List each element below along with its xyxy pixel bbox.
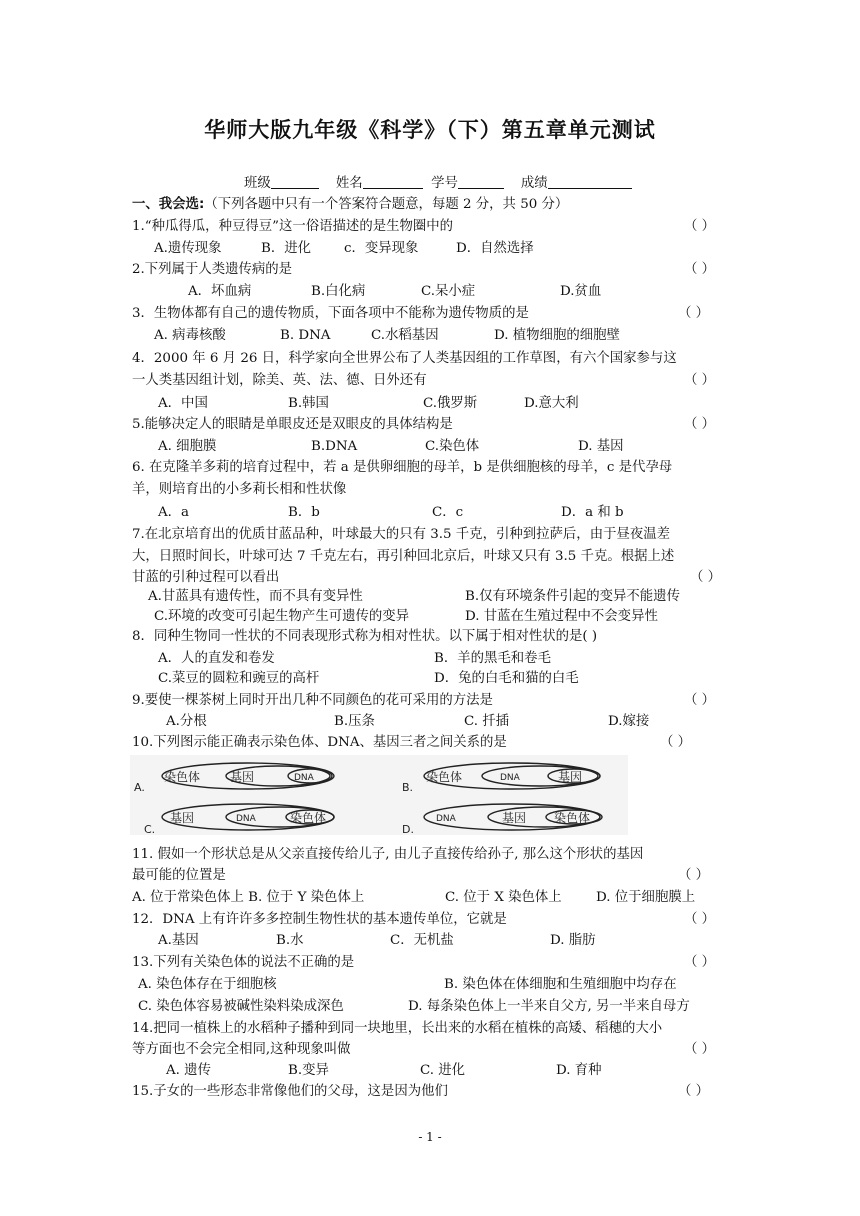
q11-stem-line1: 11. 假如一个形状总是从父亲直接传给儿子, 由儿子直接传给孙子, 那么这个形状的基因 bbox=[132, 847, 644, 862]
diagram-b-label-chromosome: 染色体 bbox=[426, 770, 463, 784]
q11-stem-line2: 最可能的位置是 bbox=[132, 868, 226, 883]
q4-answer-paren[interactable]: （ ） bbox=[684, 373, 716, 388]
q6-stem-line1: 6. 在克隆羊多莉的培育过程中，若 a 是供卵细胞的母羊，b 是供细胞核的母羊，c 是代孕母 bbox=[132, 460, 673, 475]
diagram-a-letter: A. bbox=[134, 781, 145, 794]
relationship-diagrams bbox=[130, 755, 628, 835]
diagram-c-label-gene: 基因 bbox=[170, 811, 195, 825]
q3-stem: 3．生物体都有自己的遗传物质，下面各项中不能称为遗传物质的是 bbox=[132, 306, 529, 321]
q1-answer-paren[interactable]: （ ） bbox=[684, 219, 716, 234]
q13-answer-paren[interactable]: （ ） bbox=[684, 955, 716, 970]
id-label: 学号 bbox=[431, 176, 458, 191]
q5-option-b: B.DNA bbox=[311, 439, 358, 454]
diagram-b-label-gene: 基因 bbox=[558, 770, 583, 784]
q2-option-b: B.白化病 bbox=[311, 284, 366, 299]
exam-title: 华师大版九年级《科学》（下）第五章单元测试 bbox=[204, 118, 656, 142]
section-title: 一、我会选: bbox=[132, 197, 205, 212]
diagram-d-label-chromosome: 染色体 bbox=[554, 811, 591, 825]
q13-stem: 13.下列有关染色体的说法不正确的是 bbox=[132, 955, 355, 970]
q6-stem-line2: 羊，则培育出的小多莉长相和性状像 bbox=[132, 482, 347, 497]
q5-stem: 5.能够决定人的眼睛是单眼皮还是双眼皮的具体结构是 bbox=[132, 417, 453, 432]
q7-stem-line2: 大，日照时间长，叶球可达 7 千克左右，再引种回北京后，叶球又只有 3.5 千克。根据上述 bbox=[132, 549, 675, 564]
section-instruction: （下列各题中只有一个答案符合题意，每题 2 分，共 50 分） bbox=[204, 197, 569, 212]
diagram-b-label-dna: DNA bbox=[500, 773, 520, 783]
q6-option-d: D．a 和 b bbox=[561, 505, 624, 520]
q8-option-a: A．人的直发和卷发 bbox=[158, 651, 275, 666]
diagram-a-label-gene: 基因 bbox=[230, 770, 255, 784]
q12-option-d: D. 脂肪 bbox=[550, 933, 596, 948]
q4-stem-line1: 4．2000 年 6 月 26 日，科学家向全世界公布了人类基因组的工作草图，有六个国家参与这 bbox=[132, 351, 677, 366]
q1-stem: 1.“种瓜得瓜，种豆得豆”这一俗语描述的是生物圈中的 bbox=[132, 219, 454, 234]
q14-stem-line2: 等方面也不会完全相同,这种现象叫做 bbox=[132, 1042, 351, 1057]
q12-option-b: B.水 bbox=[276, 933, 304, 948]
q9-option-b: B.压条 bbox=[334, 714, 375, 729]
q1-option-d: D．自然选择 bbox=[456, 241, 534, 256]
q7-option-b: B.仅有环境条件引起的变异不能遗传 bbox=[465, 589, 680, 604]
name-blank[interactable] bbox=[363, 174, 423, 189]
q6-option-a: A．a bbox=[158, 505, 190, 520]
score-blank[interactable] bbox=[548, 174, 632, 189]
q13-option-b: B. 染色体在体细胞和生殖细胞中均存在 bbox=[444, 977, 677, 992]
q13-option-a: A. 染色体存在于细胞核 bbox=[138, 977, 277, 992]
q11-option-ab: A. 位于常染色体上 B. 位于 Y 染色体上 bbox=[132, 890, 365, 905]
q4-option-c: C.俄罗斯 bbox=[423, 396, 478, 411]
q12-stem: 12．DNA 上有许许多多控制生物性状的基本遗传单位，它就是 bbox=[132, 912, 507, 927]
q14-option-c: C. 进化 bbox=[420, 1063, 466, 1078]
q3-option-d: D. 植物细胞的细胞壁 bbox=[494, 328, 620, 343]
q3-answer-paren[interactable]: （ ） bbox=[678, 306, 710, 321]
diagram-c-letter: C. bbox=[144, 823, 156, 835]
q7-stem-line3: 甘蓝的引种过程可以看出 bbox=[132, 570, 280, 585]
q13-option-c: C. 染色体容易被碱性染料染成深色 bbox=[138, 999, 344, 1014]
q14-option-a: A. 遗传 bbox=[166, 1063, 211, 1078]
score-label: 成绩 bbox=[520, 176, 548, 191]
q7-option-a: A.甘蓝具有遗传性，而不具有变异性 bbox=[148, 589, 363, 604]
q5-option-a: A. 细胞膜 bbox=[158, 439, 217, 454]
q8-option-c: C.菜豆的圆粒和豌豆的高杆 bbox=[158, 671, 320, 686]
q2-answer-paren[interactable]: （ ） bbox=[684, 262, 716, 277]
q11-answer-paren[interactable]: （ ） bbox=[678, 868, 710, 883]
q4-option-b: B.韩国 bbox=[288, 396, 329, 411]
q9-option-d: D.嫁接 bbox=[608, 714, 650, 729]
diagram-a-label-chromosome: 染色体 bbox=[164, 770, 201, 784]
q11-option-d: D. 位于细胞膜上 bbox=[596, 890, 696, 905]
diagram-a-label-dna: DNA bbox=[294, 773, 314, 783]
q1-option-a: A.遗传现象 bbox=[154, 241, 222, 256]
q14-stem-line1: 14.把同一植株上的水稻种子播种到同一块地里，长出来的水稻在植株的高矮、稻穗的大小 bbox=[132, 1021, 663, 1036]
q7-stem-line1: 7.在北京培育出的优质甘蓝品种，叶球最大的只有 3.5 千克，引种到拉萨后，由于昼夜温差 bbox=[132, 527, 671, 542]
q14-answer-paren[interactable]: （ ） bbox=[684, 1042, 716, 1057]
student-info-line bbox=[244, 174, 632, 193]
q15-stem: 15.子女的一些形态非常像他们的父母，这是因为他们 bbox=[132, 1084, 448, 1099]
q3-option-c: C.水稻基因 bbox=[371, 328, 439, 343]
q4-stem-line2: 一人类基因组计划，除美、英、法、德、日外还有 bbox=[132, 373, 427, 388]
q2-option-d: D.贫血 bbox=[560, 284, 602, 299]
q7-option-d: D. 甘蓝在生殖过程中不会变异性 bbox=[465, 609, 658, 624]
q13-option-d: D. 每条染色体上一半来自父方, 另一半来自母方 bbox=[408, 999, 690, 1014]
q9-answer-paren[interactable]: （ ） bbox=[684, 693, 716, 708]
q4-option-a: A．中国 bbox=[158, 396, 208, 411]
section-heading bbox=[132, 196, 568, 214]
q1-option-c: c．变异现象 bbox=[344, 241, 419, 256]
q12-answer-paren[interactable]: （ ） bbox=[684, 912, 716, 927]
diagram-c-label-chromosome: 染色体 bbox=[290, 811, 327, 825]
diagram-d-label-gene: 基因 bbox=[502, 811, 527, 825]
q2-option-c: C.呆小症 bbox=[421, 284, 476, 299]
class-blank[interactable] bbox=[271, 174, 319, 189]
q3-option-b: B. DNA bbox=[280, 328, 331, 343]
q9-option-c: C. 扦插 bbox=[464, 714, 510, 729]
q2-option-a: A．坏血病 bbox=[188, 284, 252, 299]
q3-option-a: A. 病毒核酸 bbox=[154, 328, 226, 343]
q14-option-d: D. 育种 bbox=[556, 1063, 602, 1078]
q8-option-d: D．兔的白毛和猫的白毛 bbox=[434, 671, 579, 686]
diagram-d-letter: D. bbox=[402, 823, 414, 835]
q4-option-d: D.意大利 bbox=[524, 396, 579, 411]
q9-option-a: A.分根 bbox=[166, 714, 207, 729]
q8-option-b: B．羊的黑毛和卷毛 bbox=[434, 651, 551, 666]
diagram-d-label-dna: DNA bbox=[436, 814, 456, 824]
diagram-b-letter: B. bbox=[402, 781, 414, 794]
q11-option-c: C. 位于 X 染色体上 bbox=[445, 890, 562, 905]
class-label: 班级 bbox=[244, 176, 271, 191]
q6-option-c: C．c bbox=[432, 505, 464, 520]
q5-answer-paren[interactable]: （ ） bbox=[684, 417, 716, 432]
q6-option-b: B．b bbox=[288, 505, 320, 520]
q7-option-c: C.环境的改变可引起生物产生可遗传的变异 bbox=[154, 609, 410, 624]
q5-option-d: D. 基因 bbox=[578, 439, 624, 454]
q14-option-b: B.变异 bbox=[288, 1063, 329, 1078]
q10-stem: 10.下列图示能正确表示染色体、DNA、基因三者之间关系的是 bbox=[132, 735, 507, 750]
q12-option-c: C．无机盐 bbox=[390, 933, 454, 948]
q5-option-c: C.染色体 bbox=[425, 439, 480, 454]
q12-option-a: A.基因 bbox=[158, 933, 199, 948]
q15-answer-paren[interactable]: （ ） bbox=[678, 1084, 710, 1099]
q7-answer-paren[interactable]: （ ） bbox=[690, 570, 722, 585]
q1-option-b: B．进化 bbox=[261, 241, 312, 256]
diagram-c-label-dna: DNA bbox=[236, 814, 256, 824]
q10-answer-paren[interactable]: （ ） bbox=[660, 735, 692, 750]
q2-stem: 2.下列属于人类遗传病的是 bbox=[132, 262, 293, 277]
q10-figure bbox=[130, 755, 628, 835]
name-label: 姓名 bbox=[335, 176, 363, 191]
page-number: - 1 - bbox=[418, 1130, 442, 1144]
q9-stem: 9.要使一棵茶树上同时开出几种不同颜色的花可采用的方法是 bbox=[132, 693, 493, 708]
q8-stem: 8．同种生物同一性状的不同表现形式称为相对性状。以下属于相对性状的是( ) bbox=[132, 629, 598, 644]
id-blank[interactable] bbox=[458, 174, 504, 189]
